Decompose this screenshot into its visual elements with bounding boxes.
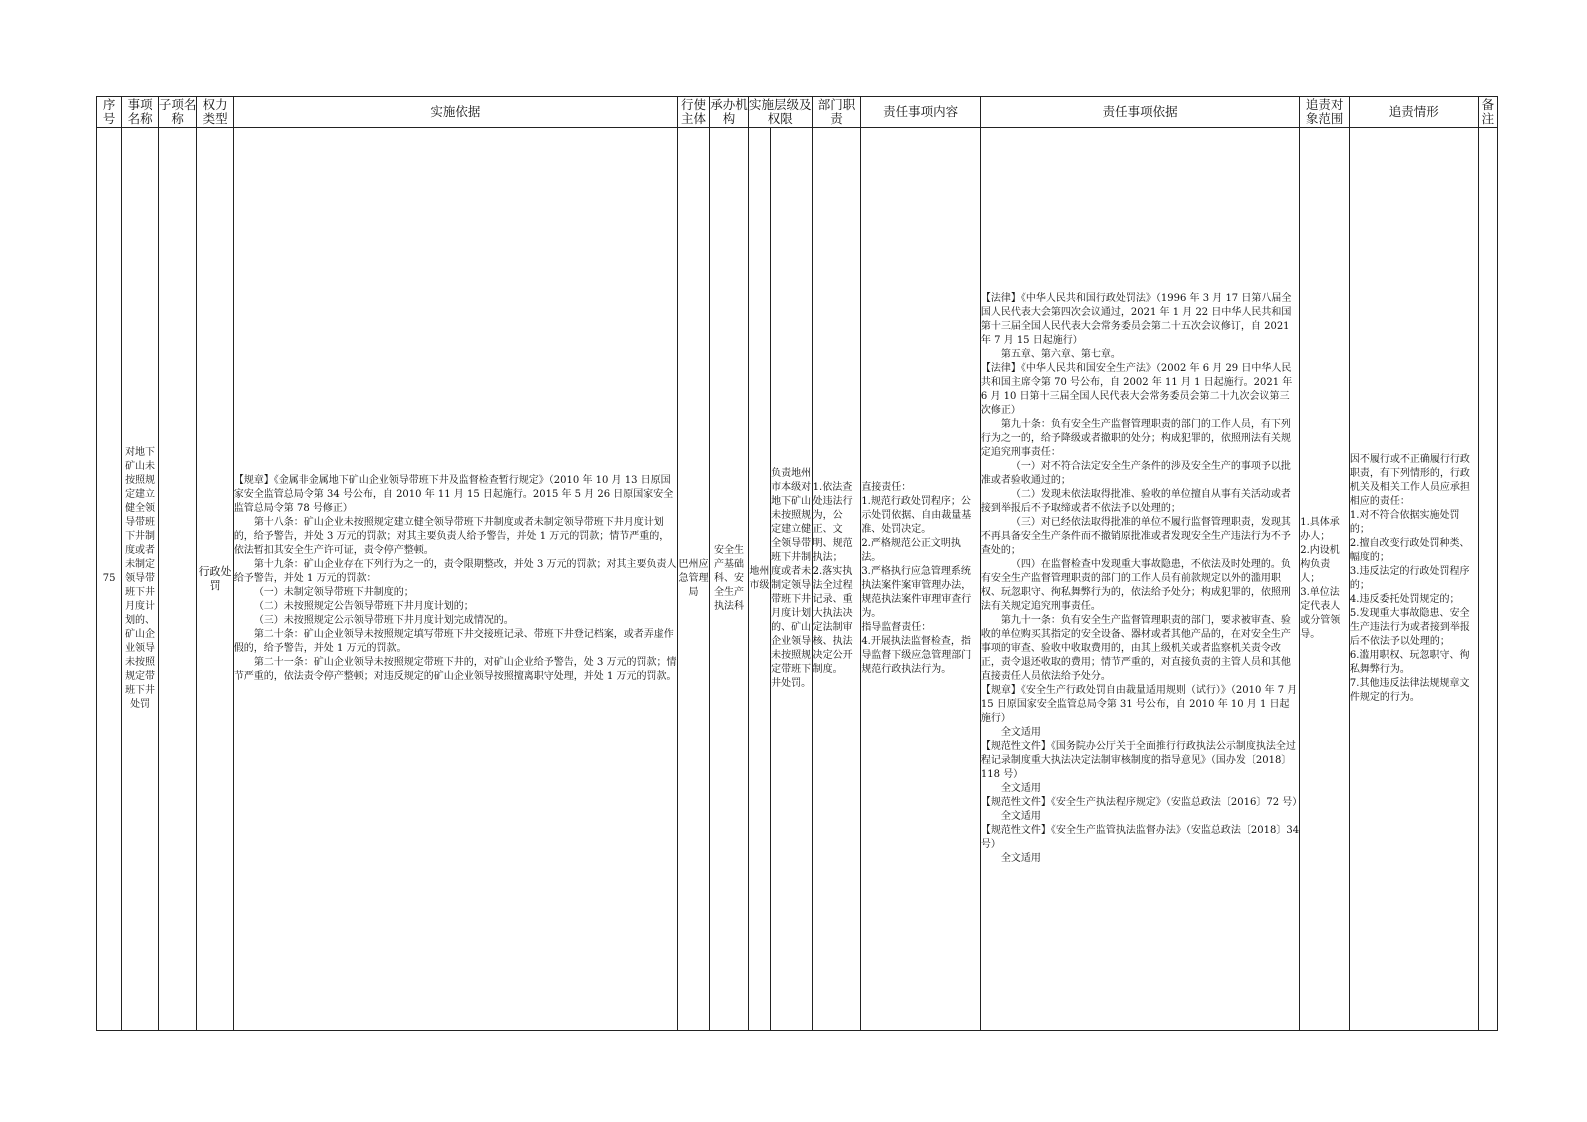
resp-basis-line: 第五章、第六章、第七章。: [1000, 349, 1121, 360]
power-list-table: [96, 96, 1498, 1031]
header-subject: 行使主体: [677, 97, 709, 128]
resp-basis-line: 【法律】《中华人民共和国行政处罚法》（1996 年 3 月 17 日第八届全国人民代表大会第四次会议通过，2021 年 1 月 22 日中华人民共和国第十三届全国人民代表大会常务委员会第二十五次会议修订，自 2021 年 7 月 15 日起施行）: [980, 293, 1292, 346]
basis-line: 第二十一条：矿山企业领导未按照规定带班下井的，对矿山企业给予警告，处 3 万元的罚款；情节严重的，依法责令停产整顿；对违反规定的矿山企业领导按照擅离职守处理，并处 1 万元的罚款。: [233, 657, 677, 682]
header-situations: 追责情形: [1349, 97, 1478, 128]
basis-line: （一）未制定领导带班下井制度的；: [253, 587, 414, 598]
resp-basis-line: 第九十条：负有安全生产监督管理职责的部门的工作人员，有下列行为之一的，给予降级或者撤职的处分；构成犯罪的，依照刑法有关规定追究刑事责任：: [980, 419, 1291, 458]
cell-subject: 巴州应急管理局: [677, 128, 709, 1031]
resp-basis-line: 第九十一条：负有安全生产监督管理职责的部门，要求被审查、验收的单位购买其指定的安全设备、器材或者其他产品的，在对安全生产事项的审查、验收中收取费用的，由其上级机关或者监察机关责令改正，责令退还收取的费用；情节严重的，对直接负责的主管人员和其他直接责任人员依法给予处分。: [980, 615, 1291, 682]
cell-remark: [1478, 128, 1497, 1031]
cell-level-desc: 负责地州市本级对地下矿山未按照规定建立健全领导带班下井制度或者未制定领导带班下井月度计划的、矿山企业领导未按照规定带班下井处罚。: [771, 128, 813, 1031]
table-row: [97, 128, 1498, 1031]
basis-line: （二）未按照规定公告领导带班下井月度计划的；: [253, 601, 474, 612]
cell-basis: [233, 128, 677, 1031]
resp-basis-line: （三）对已经依法取得批准的单位不履行监督管理职责，发现其不再具备安全生产条件而不撤销原批准或者发现安全生产违法行为不予查处的；: [980, 517, 1291, 556]
cell-agency: 安全生产基础科、安全生产执法科: [710, 128, 749, 1031]
resp-basis-line: 【规范性文件】《安全生产执法程序规定》（安监总政法〔2016〕72 号）: [980, 797, 1303, 808]
basis-line: 【规章】《金属非金属地下矿山企业领导带班下井及监督检查暂行规定》（2010 年 10 月 13 日原国家安全监管总局令第 34 号公布，自 2010 年 11 月 15 日起施行。2015 年 5 月 26 日原国家安全监管总局令第 78 号修正）: [233, 475, 674, 514]
header-item-name: 事项名称: [122, 97, 158, 128]
resp-basis-line: （四）在监督检查中发现重大事故隐患，不依法及时处理的。负有安全生产监督管理职责的部门的工作人员有前款规定以外的滥用职权、玩忽职守、徇私舞弊行为的，依法给予处分；构成犯罪的，依照刑法有关规定追究刑事责任。: [980, 559, 1291, 612]
resp-basis-line: 【规章】《安全生产行政处罚自由裁量适用规则（试行）》（2010 年 7 月 15 日原国家安全监管总局令第 31 号公布，自 2010 年 10 月 1 日起施行）: [980, 685, 1298, 724]
header-row: [97, 97, 1498, 128]
resp-basis-line: 【规范性文件】《国务院办公厅关于全面推行行政执法公示制度执法全过程记录制度重大执法决定法制审核制度的指导意见》（国办发〔2018〕118 号）: [980, 741, 1296, 780]
resp-basis-line: 全文适用: [1000, 853, 1041, 864]
cell-item-name: 对地下矿山未按照规定建立健全领导带班下井制度或者未制定领导带班下井月度计划的、矿山企业领导未按照规定带班下井处罚: [122, 128, 158, 1031]
header-resp-content: 责任事项内容: [861, 97, 981, 128]
header-duty: 部门职责: [812, 97, 861, 128]
header-seq: 序号: [97, 97, 122, 128]
cell-duty: 1.依法查处违法行为，公正、文明、规范执法； 2.落实执法全过程记录、重大执法决定法制审核、执法决定公开制度。: [812, 128, 861, 1031]
cell-power-type: 行政处罚: [197, 128, 233, 1031]
cell-situations: 因不履行或不正确履行行政职责，有下列情形的，行政机关及相关工作人员应承担相应的责任： 1.对不符合依据实施处罚的； 2.擅自改变行政处罚种类、幅度的； 3.违反法定的行政处罚程序的； 4.违反委托处罚规定的； 5.发现重大事故隐患、安全生产违法行为或者接到举报后不依法予以处理的； 6.滥用职权、玩忽职守、徇私舞弊行为。 7.其他违反法律法规规章文件规定的行为。: [1349, 128, 1478, 1031]
cell-sub-item: [158, 128, 197, 1031]
header-level: 实施层级及权限: [748, 97, 812, 126]
header-power-type: 权力类型: [197, 97, 233, 128]
resp-basis-line: 【规范性文件】《安全生产监管执法监督办法》（安监总政法〔2018〕34 号）: [980, 825, 1300, 850]
resp-basis-line: 全文适用: [1000, 811, 1041, 822]
basis-line: 第二十条：矿山企业领导未按照规定填写带班下井交接班记录、带班下井登记档案，或者弄虚作假的，给予警告，并处 1 万元的罚款。: [233, 629, 674, 654]
cell-level: 地州市级: [748, 128, 770, 1031]
resp-basis-line: 全文适用: [1000, 783, 1041, 794]
resp-basis-line: （一）对不符合法定安全生产条件的涉及安全生产的事项予以批准或者验收通过的；: [980, 461, 1291, 486]
header-remark: 备注: [1478, 97, 1497, 128]
cell-seq: 75: [97, 128, 122, 1031]
basis-line: （三）未按照规定公示领导带班下井月度计划完成情况的。: [253, 615, 514, 626]
cell-scope: 1.具体承办人； 2.内设机构负责人； 3.单位法定代表人或分管领导。: [1300, 128, 1350, 1031]
cell-resp-basis: [980, 128, 1303, 1031]
resp-basis-line: 全文适用: [1000, 727, 1041, 738]
header-sub-item: 子项名称: [158, 97, 197, 126]
header-basis: 实施依据: [233, 97, 677, 128]
resp-basis-line: （二）发现未依法取得批准、验收的单位擅自从事有关活动或者接到举报后不予取缔或者不依法予以处理的；: [980, 489, 1291, 514]
cell-resp-content: 直接责任： 1.规范行政处罚程序；公示处罚依据、自由裁量基准、处罚决定。 2.严格规范公正文明执法。 3.严格执行应急管理系统执法案件案审管理办法，规范执法案件审理审查行为。 指导监督责任： 4.开展执法监督检查，指导监督下级应急管理部门规范行政执法行为。: [861, 128, 981, 1031]
header-scope: 追责对象范围: [1300, 97, 1350, 128]
resp-basis-line: 【法律】《中华人民共和国安全生产法》（2002 年 6 月 29 日中华人民共和国主席令第 70 号公布，自 2002 年 11 月 1 日起施行。2021 年 6 月 10 日第十三届全国人民代表大会常务委员会第二十九次会议第三次修正）: [980, 363, 1293, 416]
basis-line: 第十八条：矿山企业未按照规定建立健全领导带班下井制度或者未制定领导带班下井月度计划的，给予警告，并处 3 万元的罚款；对其主要负责人给予警告，并处 1 万元的罚款；情节严重的，依法暂扣其安全生产许可证，责令停产整顿。: [233, 517, 670, 556]
header-resp-basis: 责任事项依据: [980, 97, 1299, 128]
basis-line: 第十九条：矿山企业存在下列行为之一的，责令限期整改，并处 3 万元的罚款；对其主要负责人给予警告，并处 1 万元的罚款：: [233, 559, 677, 584]
header-agency: 承办机构: [710, 97, 748, 126]
